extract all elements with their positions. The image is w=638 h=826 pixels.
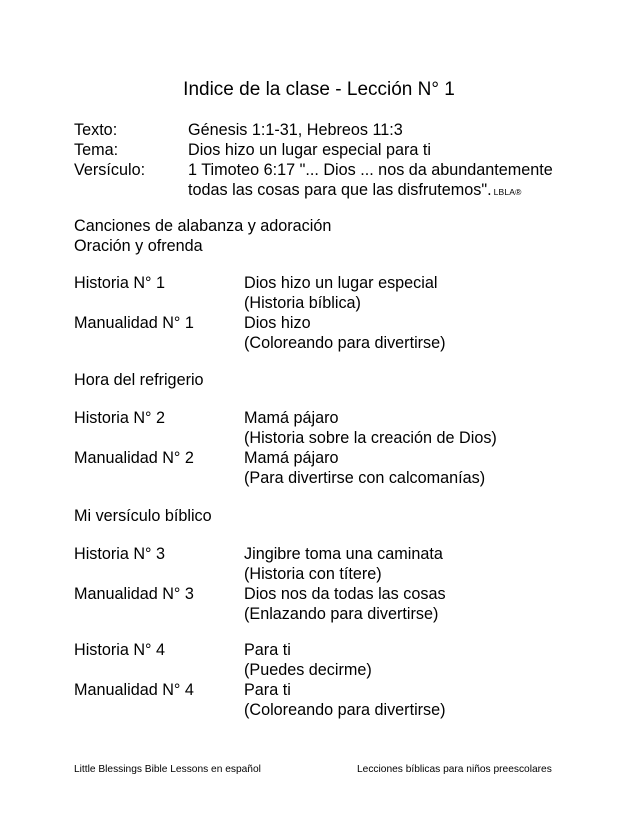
page-title [0, 78, 638, 102]
prayer-item: Oración y ofrenda [74, 237, 203, 255]
craft-4-subtitle: (Coloreando para divertirse) [244, 701, 446, 719]
story-4-label: Historia N° 4 [74, 641, 166, 659]
page-title-text: Indice de la clase - Lección N° 1 [183, 79, 455, 100]
craft-4-label: Manualidad N° 4 [74, 681, 194, 699]
footer-right: Lecciones bíblicas para niños preescolares [357, 764, 552, 775]
craft-2-label: Manualidad N° 2 [74, 449, 194, 467]
craft-2-subtitle: (Para divertirse con calcomanías) [244, 469, 486, 487]
craft-1-label: Manualidad N° 1 [74, 314, 194, 332]
versiculo-line-2-text: todas las cosas para que las disfrutemos". [188, 181, 492, 199]
texto-value: Génesis 1:1-31, Hebreos 11:3 [188, 121, 403, 139]
footer-left: Little Blessings Bible Lessons en español [74, 764, 261, 775]
story-3-label: Historia N° 3 [74, 545, 166, 563]
story-1-subtitle: (Historia bíblica) [244, 294, 361, 312]
craft-2-title: Mamá pájaro [244, 449, 339, 467]
songs-item: Canciones de alabanza y adoración [74, 217, 332, 235]
story-2-subtitle: (Historia sobre la creación de Dios) [244, 429, 497, 447]
craft-1-title: Dios hizo [244, 314, 311, 332]
story-4-subtitle: (Puedes decirme) [244, 661, 372, 679]
bible-version-mark: LBLA® [493, 187, 522, 197]
verse-item: Mi versículo bíblico [74, 507, 212, 525]
tema-label: Tema: [74, 141, 119, 159]
story-1-label: Historia N° 1 [74, 274, 166, 292]
snack-item: Hora del refrigerio [74, 371, 204, 389]
craft-4-title: Para ti [244, 681, 291, 699]
versiculo-line-1: 1 Timoteo 6:17 "... Dios ... nos da abundantemente [188, 161, 553, 179]
story-1-title: Dios hizo un lugar especial [244, 274, 438, 292]
story-3-title: Jingibre toma una caminata [244, 545, 443, 563]
craft-1-subtitle: (Coloreando para divertirse) [244, 334, 446, 352]
story-3-subtitle: (Historia con títere) [244, 565, 382, 583]
versiculo-label: Versículo: [74, 161, 146, 179]
texto-label: Texto: [74, 121, 118, 139]
story-2-title: Mamá pájaro [244, 409, 339, 427]
craft-3-label: Manualidad N° 3 [74, 585, 194, 603]
craft-3-subtitle: (Enlazando para divertirse) [244, 605, 439, 623]
story-2-label: Historia N° 2 [74, 409, 166, 427]
craft-3-title: Dios nos da todas las cosas [244, 585, 446, 603]
story-4-title: Para ti [244, 641, 291, 659]
versiculo-line-2 [188, 180, 522, 202]
tema-value: Dios hizo un lugar especial para ti [188, 141, 431, 159]
